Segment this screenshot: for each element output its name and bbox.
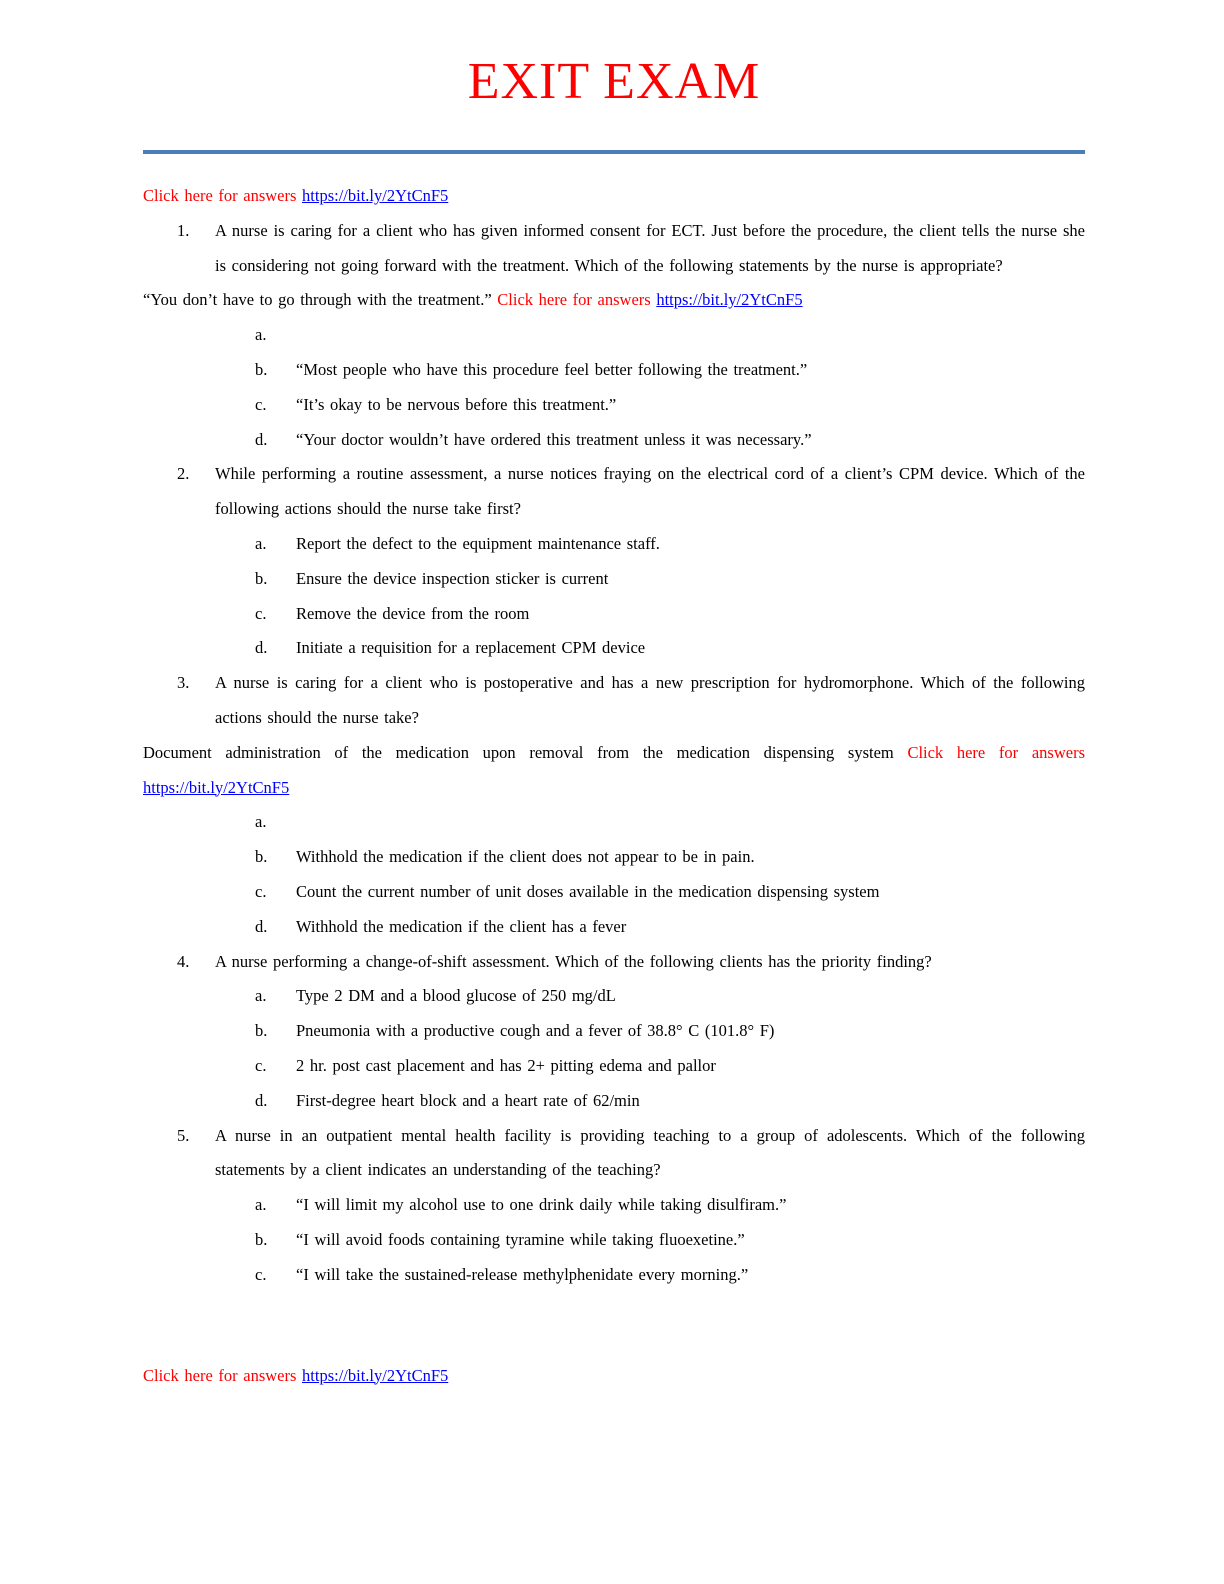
question-3-answer-line: [143, 736, 1085, 806]
question-number: 4.: [177, 951, 190, 971]
question-number: 3.: [177, 673, 190, 693]
question-text: A nurse is caring for a client who is postoperative and has a new prescription for hydromorphone. Which of the following actions should the nurse take?: [215, 673, 1085, 727]
answer-note: Document administration of the medication upon removal from the medication dispensing system: [143, 742, 894, 762]
option-letter: d.: [255, 429, 268, 449]
question-5: [177, 1119, 1085, 1189]
title-divider: [143, 150, 1085, 154]
page-title: EXIT EXAM: [467, 53, 761, 110]
question-5-option-a: [255, 1188, 1085, 1223]
option-letter: d.: [255, 638, 268, 658]
option-text: Withhold the medication if the client does not appear to be in pain.: [296, 847, 755, 867]
option-text: 2 hr. post cast placement and has 2+ pitting edema and pallor: [296, 1055, 716, 1075]
option-letter: a.: [255, 325, 267, 345]
question-2-option-c: [255, 597, 1085, 632]
question-1: [177, 214, 1085, 284]
option-letter: b.: [255, 359, 268, 379]
option-letter: b.: [255, 847, 268, 867]
option-letter: c.: [255, 1055, 267, 1075]
option-text: First-degree heart block and a heart rate of 62/min: [296, 1090, 640, 1110]
question-4-option-b: [255, 1014, 1085, 1049]
option-text: “It’s okay to be nervous before this treatment.”: [296, 394, 617, 414]
option-text: Remove the device from the room: [296, 603, 530, 623]
answers-prompt: Click here for answers: [143, 186, 297, 205]
option-text: [296, 318, 1085, 353]
option-letter: c.: [255, 394, 267, 414]
option-letter: c.: [255, 881, 267, 901]
question-3-option-d: [255, 910, 1085, 945]
question-4: [177, 945, 1085, 980]
option-text: Initiate a requisition for a replacement CPM device: [296, 638, 646, 658]
option-letter: d.: [255, 1090, 268, 1110]
question-number: 2.: [177, 464, 190, 484]
option-letter: b.: [255, 568, 268, 588]
question-4-option-d: [255, 1084, 1085, 1119]
question-1-option-a: [255, 318, 1085, 353]
question-2-option-d: [255, 631, 1085, 666]
answers-link[interactable]: https://bit.ly/2YtCnF5: [656, 290, 803, 310]
option-letter: a.: [255, 533, 267, 553]
answers-link[interactable]: https://bit.ly/2YtCnF5: [302, 186, 449, 205]
option-letter: a.: [255, 812, 267, 832]
answer-note: “You don’t have to go through with the treatment.”: [143, 290, 492, 310]
option-text: “Your doctor wouldn’t have ordered this treatment unless it was necessary.”: [296, 429, 812, 449]
question-2-option-b: [255, 562, 1085, 597]
answers-link[interactable]: https://bit.ly/2YtCnF5: [302, 1365, 449, 1385]
question-1-option-c: [255, 388, 1085, 423]
option-text: Type 2 DM and a blood glucose of 250 mg/dL: [296, 986, 616, 1006]
question-2-option-a: [255, 527, 1085, 562]
question-4-option-a: [255, 979, 1085, 1014]
question-4-option-c: [255, 1049, 1085, 1084]
option-text: “Most people who have this procedure feel better following the treatment.”: [296, 359, 808, 379]
option-text: Pneumonia with a productive cough and a fever of 38.8° C (101.8° F): [296, 1021, 775, 1041]
option-letter: b.: [255, 1021, 268, 1041]
question-text: A nurse in an outpatient mental health facility is providing teaching to a group of adolescents. Which of the following statements by a client indicates an understanding of the teaching?: [215, 1125, 1085, 1180]
answers-prompt: Click here for answers: [497, 290, 651, 310]
option-letter: c.: [255, 1264, 267, 1284]
option-letter: a.: [255, 986, 267, 1006]
question-3-option-b: [255, 840, 1085, 875]
question-number: 1.: [177, 220, 190, 240]
question-1-answer-line: [143, 283, 1085, 318]
question-3-option-a: [255, 805, 1085, 840]
option-text: “I will take the sustained-release methylphenidate every morning.”: [296, 1264, 749, 1284]
answers-link[interactable]: https://bit.ly/2YtCnF5: [143, 777, 290, 797]
question-5-option-b: [255, 1223, 1085, 1258]
option-text: Ensure the device inspection sticker is current: [296, 568, 609, 588]
question-1-option-d: [255, 423, 1085, 458]
question-number: 5.: [177, 1125, 190, 1145]
answers-prompt: Click here for answers: [907, 742, 1086, 762]
option-text: Report the defect to the equipment maintenance staff.: [296, 533, 660, 553]
question-2: [177, 457, 1085, 527]
option-letter: a.: [255, 1195, 267, 1215]
document-body: [143, 179, 1085, 1393]
option-letter: b.: [255, 1229, 268, 1249]
option-letter: d.: [255, 916, 268, 936]
question-text: A nurse performing a change-of-shift assessment. Which of the following clients has the priority finding?: [215, 951, 932, 971]
question-1-option-b: [255, 353, 1085, 388]
answers-line-bottom: [143, 1359, 1085, 1394]
option-text: Withhold the medication if the client has a fever: [296, 916, 627, 936]
question-5-option-c: [255, 1258, 1085, 1293]
option-text: Count the current number of unit doses available in the medication dispensing system: [296, 881, 880, 901]
option-text: “I will avoid foods containing tyramine while taking fluoexetine.”: [296, 1229, 745, 1249]
answers-prompt: Click here for answers: [143, 1365, 297, 1385]
question-3: [177, 666, 1085, 736]
option-text: “I will limit my alcohol use to one drink daily while taking disulfiram.”: [296, 1195, 787, 1215]
option-text: [296, 805, 1085, 840]
question-3-option-c: [255, 875, 1085, 910]
question-text: While performing a routine assessment, a nurse notices fraying on the electrical cord of a client’s CPM device. Which of the following actions should the nurse take first?: [215, 464, 1085, 519]
question-text: A nurse is caring for a client who has given informed consent for ECT. Just before the procedure, the client tells the nurse she is considering not going forward with the treatment. Which of the following statements by the nurse is appropriate?: [215, 220, 1085, 275]
option-letter: c.: [255, 603, 267, 623]
answers-line-top: [143, 179, 1085, 214]
